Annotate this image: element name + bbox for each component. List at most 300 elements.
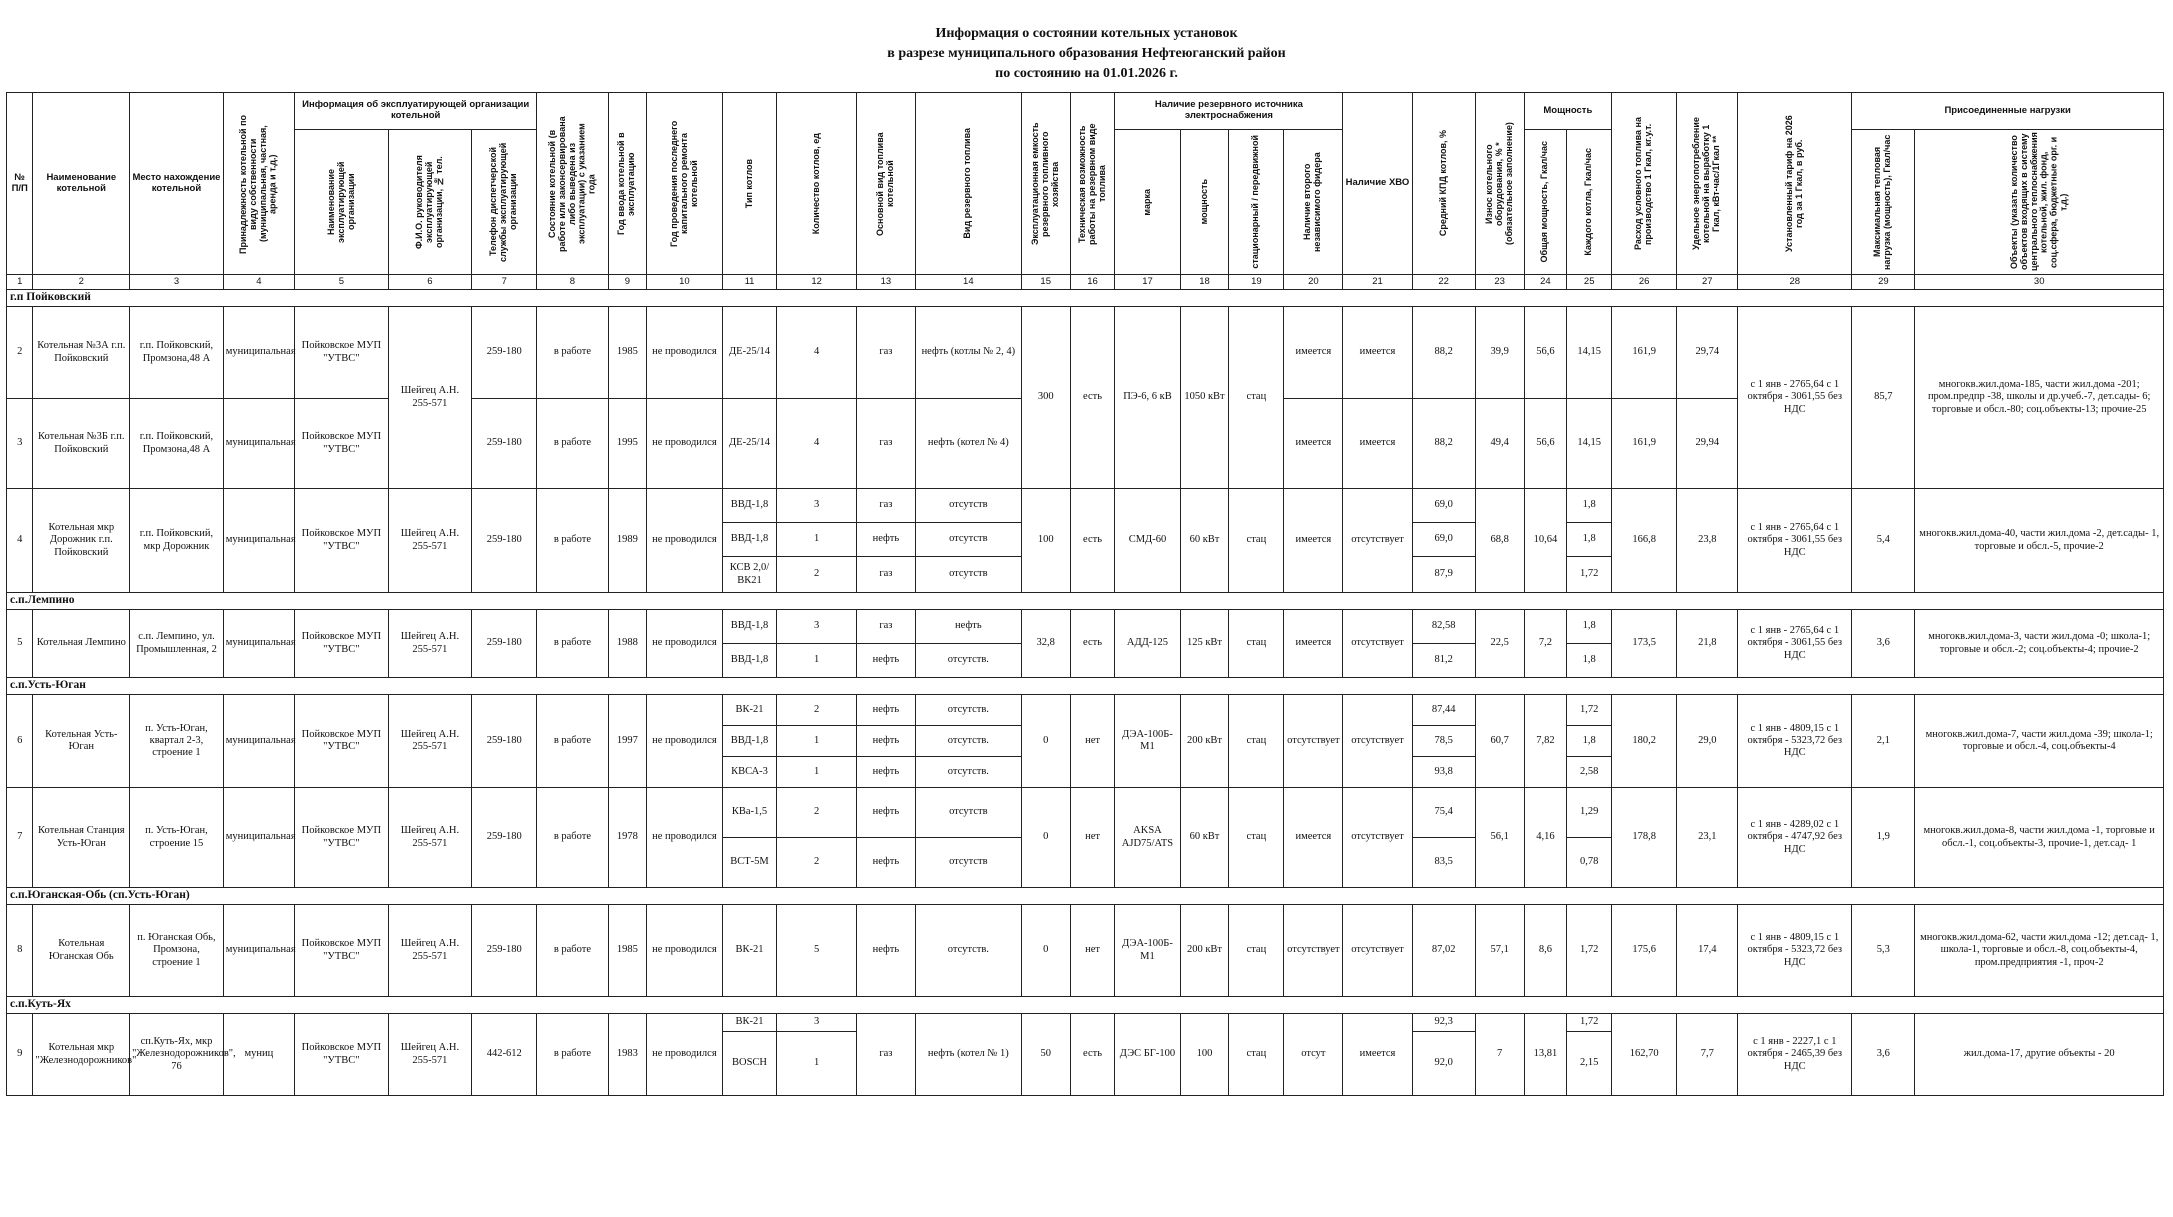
table-cell: нефть (856, 838, 915, 888)
table-cell: 100 (1021, 489, 1070, 593)
column-header: 1 (7, 275, 33, 290)
column-header: Удельное энергопотребление котельной на выработку 1 Гкал, кВт-час/1Гкал ** (1691, 117, 1722, 250)
table-cell: стац (1229, 788, 1284, 888)
column-header: 5 (295, 275, 389, 290)
column-header: 3 (130, 275, 224, 290)
table-cell: 200 кВт (1180, 695, 1229, 788)
table-cell: ДЕ-25/14 (722, 399, 777, 489)
table-cell: 3 (7, 399, 33, 489)
table-cell: отсутств (915, 523, 1021, 557)
table-cell: Шейгец А.Н. 255-571 (388, 489, 471, 593)
table-cell: 5 (7, 610, 33, 678)
table-cell: отсутств (915, 557, 1021, 593)
table-cell: отсутств. (915, 757, 1021, 788)
table-cell: 1997 (608, 695, 647, 788)
table-cell: отсутств. (915, 644, 1021, 678)
table-cell: 1,72 (1567, 1014, 1612, 1032)
table-cell: 259-180 (472, 695, 537, 788)
table-cell: 78,5 (1412, 726, 1475, 757)
column-header: Объекты (указать количество объектов входящих в систему центрального теплоснабжения котельной, жил. фонд, соц.сфера, бюджетные орг. и т.д.) (2008, 132, 2068, 272)
table-cell: 0,78 (1567, 838, 1612, 888)
table-cell: нет (1070, 695, 1115, 788)
column-header: Год ввода котельной в эксплуатацию (616, 132, 637, 235)
table-cell: г.п. Пойковский, мкр Дорожник (130, 489, 224, 593)
table-cell: муниципальная (223, 610, 294, 678)
table-cell: 23,8 (1677, 489, 1738, 593)
table-cell: 1,8 (1567, 610, 1612, 644)
table-cell: 17,4 (1677, 905, 1738, 997)
table-cell: 259-180 (472, 399, 537, 489)
column-header: 29 (1852, 275, 1915, 290)
table-cell: Пойковское МУП "УТВС" (295, 788, 389, 888)
table-cell: Пойковское МУП "УТВС" (295, 1014, 389, 1096)
table-cell: 178,8 (1612, 788, 1677, 888)
table-cell: 1,8 (1567, 523, 1612, 557)
table-cell: ДЕ-25/14 (722, 307, 777, 399)
table-cell: не проводился (647, 695, 722, 788)
table-cell: 69,0 (1412, 489, 1475, 523)
col-9 (608, 93, 647, 275)
table-cell: 6 (7, 695, 33, 788)
table-cell: Шейгец А.Н. 255-571 (388, 307, 471, 489)
table-cell: 29,94 (1677, 399, 1738, 489)
table-cell: 7 (7, 788, 33, 888)
table-cell: 4 (7, 489, 33, 593)
column-header: 22 (1412, 275, 1475, 290)
col-17 (1115, 130, 1180, 275)
table-cell: 1050 кВт (1180, 307, 1229, 489)
table-cell: в работе (537, 610, 608, 678)
table-cell: 60 кВт (1180, 489, 1229, 593)
col-20 (1284, 130, 1343, 275)
table-cell: нефть (856, 726, 915, 757)
table-cell: Котельная мкр "Железнодорожников" (33, 1014, 130, 1096)
table-cell: стац (1229, 1014, 1284, 1096)
col-18 (1180, 130, 1229, 275)
table-cell: ВК-21 (722, 695, 777, 726)
table-cell: 9 (7, 1014, 33, 1096)
table-row (7, 489, 2164, 523)
table-cell: отсутствует (1343, 610, 1412, 678)
col-27 (1677, 93, 1738, 275)
table-cell: ДЭА-100Б-М1 (1115, 905, 1180, 997)
table-cell: 300 (1021, 307, 1070, 489)
table-cell: с.п. Лемпино, ул. Промышленная, 2 (130, 610, 224, 678)
table-cell: 8 (7, 905, 33, 997)
table-cell: жил.дома-17, другие объекты - 20 (1915, 1014, 2164, 1096)
doc-subtitle: в разрезе муниципального образования Нефтеюганский район (887, 46, 1286, 61)
table-cell: Пойковское МУП "УТВС" (295, 695, 389, 788)
table-cell: 175,6 (1612, 905, 1677, 997)
table-cell: нефть (котел № 4) (915, 399, 1021, 489)
table-cell: Пойковское МУП "УТВС" (295, 307, 389, 399)
table-cell: в работе (537, 489, 608, 593)
col-5 (295, 130, 389, 275)
table-cell: не проводился (647, 489, 722, 593)
column-header: Эксплуатационная емкость резервного топливного хозяйства (1029, 122, 1060, 245)
table-row (7, 695, 2164, 726)
table-cell: 87,9 (1412, 557, 1475, 593)
section-title: г.п Пойковский (7, 290, 2164, 307)
col-8 (537, 93, 608, 275)
table-cell: есть (1070, 610, 1115, 678)
column-header: 20 (1284, 275, 1343, 290)
table-cell: отсутств. (915, 695, 1021, 726)
column-header: 30 (1915, 275, 2164, 290)
table-cell: есть (1070, 307, 1115, 489)
table-cell: не проводился (647, 307, 722, 399)
table-cell: с 1 янв - 2765,64 с 1 октября - 3061,55 без НДС (1738, 307, 1852, 489)
table-cell: многокв.жил.дома-3, части жил.дома -0; школа-1; торговые и обсл.-2; соц.объекты-4; прочие-2 (1915, 610, 2164, 678)
table-cell: не проводился (647, 1014, 722, 1096)
table-cell: не проводился (647, 788, 722, 888)
table-cell: 49,4 (1475, 399, 1524, 489)
table-cell: нефть (856, 905, 915, 997)
table-cell: 2 (7, 307, 33, 399)
column-header: Принадлежность котельной по виду собственности (муниципальная, частная, аренда и т.д.) (238, 114, 278, 254)
table-cell: отсутств (915, 838, 1021, 888)
column-header: 16 (1070, 275, 1115, 290)
column-header: 24 (1524, 275, 1567, 290)
table-cell: не проводился (647, 399, 722, 489)
table-cell: имеется (1284, 788, 1343, 888)
table-cell: 82,58 (1412, 610, 1475, 644)
table-cell: 56,6 (1524, 307, 1567, 399)
col-25 (1567, 130, 1612, 275)
table-cell: 0 (1021, 788, 1070, 888)
table-cell: 1,8 (1567, 644, 1612, 678)
column-header: 18 (1180, 275, 1229, 290)
table-cell: с 1 янв - 4289,02 с 1 октября - 4747,92 без НДС (1738, 788, 1852, 888)
doc-title: Информация о состоянии котельных установок (935, 26, 1238, 41)
table-cell: 200 кВт (1180, 905, 1229, 997)
col-23 (1475, 93, 1524, 275)
column-header: 27 (1677, 275, 1738, 290)
table-cell: 1988 (608, 610, 647, 678)
table-cell: 22,5 (1475, 610, 1524, 678)
table-cell: 2 (777, 695, 856, 726)
table-cell: 2 (777, 557, 856, 593)
column-header: Тип котлов (743, 158, 754, 209)
table-cell: Шейгец А.Н. 255-571 (388, 695, 471, 788)
column-header: Основной вид топлива котельной (875, 131, 895, 236)
table-cell: КВа-1,5 (722, 788, 777, 838)
column-header: 12 (777, 275, 856, 290)
section-title: с.п.Куть-Ях (7, 997, 2164, 1014)
table-cell: имеется (1284, 610, 1343, 678)
column-header: 28 (1738, 275, 1852, 290)
column-header: Количество котлов, ед (810, 132, 821, 235)
table-cell: 69,0 (1412, 523, 1475, 557)
table-cell: 100 (1180, 1014, 1229, 1096)
table-row (7, 1014, 2164, 1032)
table-cell: 259-180 (472, 307, 537, 399)
table-cell: 13,81 (1524, 1014, 1567, 1096)
group-power: Мощность (1524, 93, 1612, 130)
column-header: Телефон диспетчерской службы эксплуатирующей организации (488, 142, 519, 262)
table-cell: Котельная №3Б г.п. Пойковский (33, 399, 130, 489)
table-cell: 2 (777, 788, 856, 838)
table-cell: 1 (777, 726, 856, 757)
table-cell: Котельная №3А г.п. Пойковский (33, 307, 130, 399)
table-cell: имеется (1343, 399, 1412, 489)
table-cell: КВСА-3 (722, 757, 777, 788)
table-cell: 81,2 (1412, 644, 1475, 678)
table-cell: КСВ 2,0/ВК21 (722, 557, 777, 593)
table-cell: нефть (915, 610, 1021, 644)
table-cell: 3,6 (1852, 610, 1915, 678)
table-cell: 14,15 (1567, 307, 1612, 399)
column-header: 10 (647, 275, 722, 290)
section-title: с.п.Лемпино (7, 593, 2164, 610)
table-cell: 5,4 (1852, 489, 1915, 593)
table-cell: 2,58 (1567, 757, 1612, 788)
table-cell: 7,82 (1524, 695, 1567, 788)
table-cell: многокв.жил.дома-185, части жил.дома -201; пром.предпр -38, школы и др.учеб.-7, дет.сады- 6; торговые и обсл.-80; соц.объекты-13; прочие-25 (1915, 307, 2164, 489)
table-cell: нефть (котел № 1) (915, 1014, 1021, 1096)
column-header: Износ котельного оборудования, % * (обязательное заполнение) (1483, 122, 1514, 245)
table-cell: Шейгец А.Н. 255-571 (388, 788, 471, 888)
table-cell: ВВД-1,8 (722, 489, 777, 523)
table-cell: 1985 (608, 905, 647, 997)
column-header: 17 (1115, 275, 1180, 290)
table-cell: 166,8 (1612, 489, 1677, 593)
table-cell: 1985 (608, 307, 647, 399)
table-cell: в работе (537, 788, 608, 888)
table-cell: 68,8 (1475, 489, 1524, 593)
table-cell: 60 кВт (1180, 788, 1229, 888)
table-cell: ВК-21 (722, 905, 777, 997)
table-cell: с 1 янв - 2227,1 с 1 октября - 2465,39 без НДС (1738, 1014, 1852, 1096)
table-row (7, 307, 2164, 399)
table-cell: г.п. Пойковский, Промзона,48 А (130, 307, 224, 399)
table-cell: 259-180 (472, 788, 537, 888)
column-header: Наличие второго независимого фидера (1302, 152, 1323, 252)
col-4 (223, 93, 294, 275)
table-cell: 7,7 (1677, 1014, 1738, 1096)
col-14 (915, 93, 1021, 275)
column-header: 14 (915, 275, 1021, 290)
table-cell: 85,7 (1852, 307, 1915, 489)
table-cell: отсутствует (1284, 695, 1343, 788)
table-cell: имеется (1343, 1014, 1412, 1096)
table-cell: многокв.жил.дома-8, части жил.дома -1, торговые и обсл.-1, соц.объекты-3, прочие-1, дет.сад- 1 (1915, 788, 2164, 888)
col-22 (1412, 93, 1475, 275)
table-cell: 4 (777, 399, 856, 489)
col-15 (1021, 93, 1070, 275)
table-cell: 125 кВт (1180, 610, 1229, 678)
table-cell: отсутствует (1284, 905, 1343, 997)
table-cell: многокв.жил.дома-7, части жил.дома -39; школа-1; торговые и обсл.-4, соц.объекты-4 (1915, 695, 2164, 788)
table-cell: нет (1070, 788, 1115, 888)
table-cell: 10,64 (1524, 489, 1567, 593)
table-cell: муниц (223, 1014, 294, 1096)
group-operator: Информация об эксплуатирующей организации котельной (295, 93, 537, 130)
table-cell: Шейгец А.Н. 255-571 (388, 1014, 471, 1096)
table-cell: 442-612 (472, 1014, 537, 1096)
column-header: Состояние котельной (в работе или законсервирована либо выведена из эксплуатации) с указанием года (546, 115, 597, 252)
table-cell: 75,4 (1412, 788, 1475, 838)
table-cell: 5,3 (1852, 905, 1915, 997)
table-cell: газ (856, 610, 915, 644)
table-cell: газ (856, 557, 915, 593)
table-cell: 1,29 (1567, 788, 1612, 838)
table-cell: 1995 (608, 399, 647, 489)
table-cell: 92,3 (1412, 1014, 1475, 1032)
table-cell: нефть (856, 644, 915, 678)
table-cell: стац (1229, 307, 1284, 489)
table-cell: нефть (котлы № 2, 4) (915, 307, 1021, 399)
table-cell: газ (856, 1014, 915, 1096)
table-cell: AKSA AJD75/ATS (1115, 788, 1180, 888)
column-header: 2 (33, 275, 130, 290)
column-header: Общая мощность, Гкал/час (1539, 141, 1550, 263)
doc-date: по состоянию на 01.01.2026 г. (995, 66, 1178, 81)
table-cell: 259-180 (472, 905, 537, 997)
column-number-row (7, 275, 2164, 290)
table-cell: с 1 янв - 4809,15 с 1 октября - 5323,72 без НДС (1738, 905, 1852, 997)
col-19 (1229, 130, 1284, 275)
table-cell: 93,8 (1412, 757, 1475, 788)
table-cell: 1 (777, 523, 856, 557)
col-6 (388, 130, 471, 275)
table-cell: имеется (1343, 307, 1412, 399)
column-header: марка (1141, 188, 1152, 216)
table-cell: 259-180 (472, 489, 537, 593)
table-cell: не проводился (647, 905, 722, 997)
table-cell: п. Усть-Юган, строение 15 (130, 788, 224, 888)
table-cell: отсутствует (1343, 905, 1412, 997)
table-cell: есть (1070, 489, 1115, 593)
table-cell: ВВД-1,8 (722, 610, 777, 644)
column-header: Каждого котла, Гкал/час (1583, 148, 1594, 256)
table-cell: в работе (537, 905, 608, 997)
col-1: № П/П (7, 93, 33, 275)
table-row (7, 610, 2164, 644)
column-header: Максимальная тепловая нагрузка (мощность), Гкал/час (1872, 134, 1893, 270)
table-cell: 57,1 (1475, 905, 1524, 997)
column-header: мощность (1198, 179, 1209, 225)
table-cell: BOSCH (722, 1032, 777, 1096)
table-cell: 8,6 (1524, 905, 1567, 997)
table-cell: 50 (1021, 1014, 1070, 1096)
column-header: 4 (223, 275, 294, 290)
table-cell: стац (1229, 695, 1284, 788)
table-cell: 21,8 (1677, 610, 1738, 678)
table-cell: нет (1070, 905, 1115, 997)
table-cell: г.п. Пойковский, Промзона,48 А (130, 399, 224, 489)
table-cell: 1989 (608, 489, 647, 593)
table-cell: ВК-21 (722, 1014, 777, 1032)
column-header: 21 (1343, 275, 1412, 290)
table-cell: Пойковское МУП "УТВС" (295, 905, 389, 997)
table-cell: многокв.жил.дома-62, части жил.дома -12; дет.сад- 1, школа-1, торговые и обсл.-8, соц.объекты-4, пром.предприятия -1, проч-2 (1915, 905, 2164, 997)
table-cell: 29,74 (1677, 307, 1738, 399)
table-cell: 92,0 (1412, 1032, 1475, 1096)
section-title: с.п.Юганская-Обь (сп.Усть-Юган) (7, 888, 2164, 905)
column-header: 11 (722, 275, 777, 290)
table-cell: 7,2 (1524, 610, 1567, 678)
table-cell: отсутств (915, 489, 1021, 523)
column-header: 26 (1612, 275, 1677, 290)
table-cell: нефть (856, 757, 915, 788)
col-11 (722, 93, 777, 275)
table-cell: 1,72 (1567, 557, 1612, 593)
table-cell: Котельная Лемпино (33, 610, 130, 678)
boiler-table (6, 92, 2164, 1096)
table-cell: отсутствует (1343, 695, 1412, 788)
table-cell: нефть (856, 695, 915, 726)
col-13 (856, 93, 915, 275)
table-cell: нефть (856, 523, 915, 557)
group-reserve: Наличие резервного источника электроснабжения (1115, 93, 1343, 130)
table-cell: газ (856, 489, 915, 523)
column-header: Техническая возможность работы на резервном виде топлива (1076, 122, 1107, 245)
table-cell: п. Юганская Обь, Промзона, строение 1 (130, 905, 224, 997)
table-cell: отсутств (915, 788, 1021, 838)
table-cell: 4 (777, 307, 856, 399)
column-header: 25 (1567, 275, 1612, 290)
column-header: 6 (388, 275, 471, 290)
table-cell: 39,9 (1475, 307, 1524, 399)
section-title: с.п.Усть-Юган (7, 678, 2164, 695)
table-cell: в работе (537, 1014, 608, 1096)
table-cell: муниципальная (223, 695, 294, 788)
table-cell: Шейгец А.Н. 255-571 (388, 610, 471, 678)
table-cell: ВВД-1,8 (722, 644, 777, 678)
table-cell: 162,70 (1612, 1014, 1677, 1096)
table-cell: 3 (777, 489, 856, 523)
table-cell: 14,15 (1567, 399, 1612, 489)
table-cell: 83,5 (1412, 838, 1475, 888)
col-10 (647, 93, 722, 275)
table-cell: 3 (777, 610, 856, 644)
table-cell: 60,7 (1475, 695, 1524, 788)
table-cell: имеется (1284, 489, 1343, 593)
table-cell: 87,02 (1412, 905, 1475, 997)
table-cell: 1978 (608, 788, 647, 888)
table-cell: Шейгец А.Н. 255-571 (388, 905, 471, 997)
table-cell: 7 (1475, 1014, 1524, 1096)
column-header: 15 (1021, 275, 1070, 290)
col-2: Наименование котельной (33, 93, 130, 275)
table-cell: стац (1229, 610, 1284, 678)
table-cell: 1,8 (1567, 726, 1612, 757)
table-cell: сп.Куть-Ях, мкр "Железнодорожников", 76 (130, 1014, 224, 1096)
table-cell: 56,1 (1475, 788, 1524, 888)
table-cell: ДЭС БГ-100 (1115, 1014, 1180, 1096)
table-cell: 4,16 (1524, 788, 1567, 888)
column-header: 13 (856, 275, 915, 290)
table-cell: ВВД-1,8 (722, 726, 777, 757)
table-cell: 88,2 (1412, 399, 1475, 489)
table-row (7, 905, 2164, 997)
table-cell: АДД-125 (1115, 610, 1180, 678)
table-cell: отсутствует (1343, 788, 1412, 888)
table-cell: 5 (777, 905, 856, 997)
table-cell: 3,6 (1852, 1014, 1915, 1096)
table-cell: 2 (777, 838, 856, 888)
col-3: Место нахождение котельной (130, 93, 224, 275)
col-26 (1612, 93, 1677, 275)
table-cell: 2,15 (1567, 1032, 1612, 1096)
table-cell: Котельная Усть-Юган (33, 695, 130, 788)
column-header: 7 (472, 275, 537, 290)
table-cell: 29,0 (1677, 695, 1738, 788)
col-29 (1852, 130, 1915, 275)
table-cell: газ (856, 399, 915, 489)
table-cell: 3 (777, 1014, 856, 1032)
